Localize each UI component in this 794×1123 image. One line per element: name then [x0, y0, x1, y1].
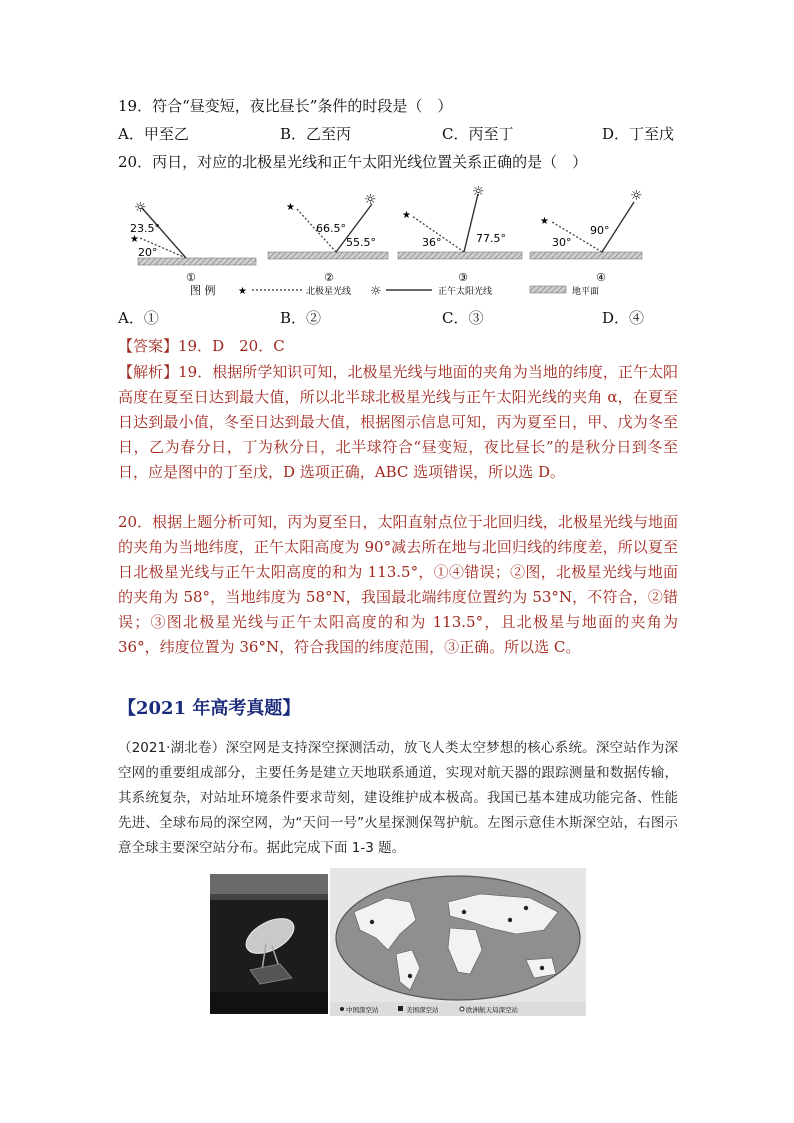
option-a: A．甲至乙	[118, 125, 189, 143]
explanation-19	[118, 360, 678, 485]
map-legend-usa: 美国深空站	[406, 1006, 439, 1014]
explanation-tag: 【解析】	[118, 363, 179, 381]
star-icon: ★	[540, 216, 549, 227]
option-a: A．①	[118, 309, 159, 327]
explanation-19-text: 19．根据所学知识可知，北极星光线与地面的夹角为当地的纬度，正午太阳高度在夏至日达到最大值，所以北半球北极星光线与正午太阳光线的夹角 α，在夏至日达到最小值，冬至日达到最大值，根据图示信息可知，丙为夏至日，甲、戊为冬至日，乙为春分日，丁为秋分日，北半球符合“昼变短，夜比昼长”的是秋分日到冬至日，应是图中的丁至戊，D 选项正确，ABC 选项错误，所以选 D。	[118, 363, 678, 481]
explanation-20: 20．根据上题分析可知，丙为夏至日，太阳直射点位于北回归线，北极星光线与地面的夹角为当地纬度，正午太阳高度为 90°减去所在地与北回归线的纬度差，所以夏至日北极星光线与正午太阳高度的和为 113.5°，①④错误；②图，北极星光线与地面的夹角为 58°，当地纬度为 58°N，我国最北端纬度位置约为 53°N，不符合，②错误；③图北极星光线与正午太阳高度的和为 113.5°，且北极星与地面的夹角为 36°，纬度位置为 36°N，符合我国的纬度范围，③正确。所以选 C。	[118, 513, 678, 656]
section-title: 2021 年高考真题	[136, 698, 283, 719]
panel-1-label: ①	[186, 271, 196, 284]
panel-1-angle-a: 23.5°	[130, 222, 160, 235]
option-b: B．乙至丙	[280, 125, 352, 143]
section-left-bracket: 【	[118, 698, 136, 719]
option-d: D．丁至戊	[602, 125, 675, 143]
panel-3-label: ③	[458, 271, 468, 284]
section-header	[118, 694, 300, 720]
station-marker	[408, 974, 412, 978]
panel-2-angle-a: 66.5°	[316, 222, 346, 235]
question-19-options	[118, 124, 678, 144]
panel-2-angle-b: 55.5°	[346, 236, 376, 249]
answer-text: 19．D 20．C	[178, 337, 285, 355]
map-legend-esa: 欧洲航天局深空站	[466, 1006, 518, 1014]
station-marker	[524, 906, 528, 910]
panel-4-angle-b: 90°	[590, 224, 610, 237]
panel-3-angle-a: 36°	[422, 236, 442, 249]
world-map	[330, 868, 586, 1016]
legend-sun: 正午太阳光线	[438, 287, 493, 297]
sun-icon: ☼	[370, 284, 382, 299]
station-marker	[370, 920, 374, 924]
legend-title: 图 例	[190, 284, 216, 297]
panel-3	[398, 184, 522, 284]
figure-legend	[190, 283, 599, 299]
station-marker	[540, 966, 544, 970]
star-icon: ★	[402, 210, 411, 221]
panel-4-label: ④	[596, 271, 606, 284]
option-c: C．丙至丁	[442, 125, 514, 143]
answer-tag: 【答案】	[118, 337, 179, 355]
option-b: B．②	[280, 309, 322, 327]
star-icon: ★	[286, 202, 295, 213]
section-right-bracket: 】	[282, 698, 301, 719]
panel-2	[268, 192, 388, 284]
option-c: C．③	[442, 309, 484, 327]
star-icon: ★	[238, 286, 247, 297]
panel-4-angle-a: 30°	[552, 236, 572, 249]
angle-figure	[126, 180, 646, 300]
map-legend-china: 中国深空站	[346, 1006, 379, 1014]
legend-polaris: 北极星光线	[306, 287, 352, 297]
station-marker	[508, 918, 512, 922]
panel-1-angle-b: 20°	[138, 246, 158, 259]
panel-1	[130, 200, 256, 284]
panel-2-label: ②	[324, 271, 334, 284]
panel-3-angle-b: 77.5°	[476, 232, 506, 245]
option-d: D．④	[602, 309, 645, 327]
sun-icon: ☼	[364, 192, 377, 208]
question-19-stem: 19．符合“昼变短，夜比昼长”条件的时段是（ ）	[118, 97, 453, 115]
sun-icon: ☼	[630, 188, 643, 204]
answer-line	[118, 336, 285, 356]
passage: （2021·湖北卷）深空网是支持深空探测活动，放飞人类太空梦想的核心系统。深空站作为深空网的重要组成部分，主要任务是建立天地联系通道，实现对航天器的跟踪测量和数据传输，其系统复杂，对站址环境条件要求苛刻，建设维护成本极高。我国已基本建成功能完备、性能先进、全球布局的深空网，为“天问一号”火星探测保驾护航。左图示意佳木斯深空站，右图示意全球主要深空站分布。据此完成下面 1-3 题。	[118, 740, 678, 856]
sun-icon: ☼	[472, 184, 485, 200]
station-photo	[210, 874, 328, 1014]
legend-ground: 地平面	[572, 287, 600, 297]
panel-4	[530, 188, 643, 284]
star-icon: ★	[130, 234, 139, 245]
question-20-options	[118, 308, 678, 328]
station-marker	[462, 910, 466, 914]
sun-icon: ☼	[134, 200, 147, 216]
question-20-stem: 20．丙日，对应的北极星光线和正午太阳光线位置关系正确的是（ ）	[118, 153, 588, 171]
